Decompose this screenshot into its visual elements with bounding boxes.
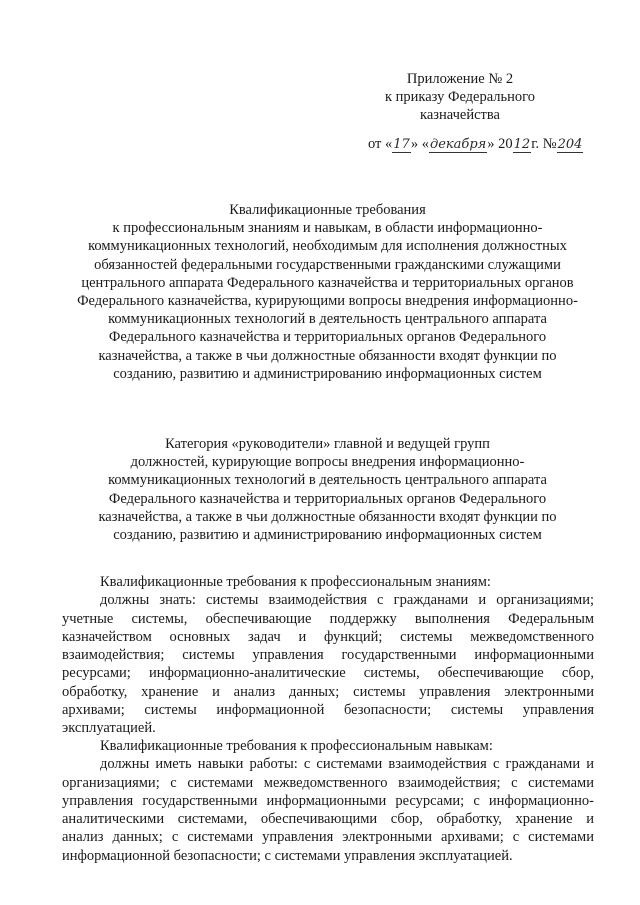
order-year-handwritten: 12 [513, 137, 531, 152]
knowledge-line: ресурсами; информационно-аналитические системы, обеспечивающие сбор, [62, 665, 594, 682]
skills-line: аналитическими системами, обеспечивающими сбор, обработку, хранение и [62, 811, 594, 828]
title-line: казначейства, а также в чьи должностные обязанности входят функции по [98, 347, 557, 364]
category-line: созданию, развитию и администрированию информационных систем [113, 527, 542, 544]
skills-line: информационной безопасности; с системами управления эксплуатацией. [62, 847, 513, 864]
title-line: Квалификационные требования [229, 202, 426, 218]
title-line: коммуникационных технологий в деятельность центрального аппарата [108, 311, 547, 328]
order-reference [368, 135, 583, 154]
category-line: Федерального казначейства и территориальных органов Федерального [108, 490, 547, 507]
order-no-prefix: г. № [531, 136, 557, 152]
category-block [50, 435, 605, 544]
title-line: созданию, развитию и администрированию информационных систем [113, 365, 542, 382]
knowledge-heading: Квалификационные требования к профессиональным знаниям: [100, 574, 491, 590]
annex-line: к приказу Федерального [384, 89, 536, 105]
knowledge-line: взаимодействия; системы управления государственными информационными [62, 647, 594, 664]
requirements-title-block [50, 201, 605, 383]
annex-header [360, 70, 560, 124]
order-year-prefix: » 20 [487, 136, 513, 152]
category-line: казначейства, а также в чьи должностные обязанности входят функции по [98, 508, 557, 525]
category-line: коммуникационных технологий в деятельность центрального аппарата [108, 472, 547, 489]
order-day-handwritten: 17 [393, 137, 410, 152]
title-line: к профессиональным знаниям и навыкам, в области информационно- [112, 220, 543, 237]
order-mid: » « [410, 136, 429, 152]
knowledge-line: должны знать: системы взаимодействия с гражданами и организациями; [100, 592, 594, 609]
skills-line: должны иметь навыки работы: с системами взаимодействия с гражданами и [100, 756, 594, 773]
title-line: обязанностей федеральными государственными гражданскими служащими [94, 256, 561, 273]
annex-line: казначейства [420, 107, 500, 123]
knowledge-line: обработку, хранение и анализ данных; системы управления электронными [62, 683, 594, 700]
category-line: должностей, курирующие вопросы внедрения информационно- [130, 454, 525, 471]
skills-heading: Квалификационные требования к профессиональным навыкам: [100, 738, 493, 754]
knowledge-line: архивами; системы информационной безопасности; системы управления [62, 702, 594, 719]
skills-requirements [62, 737, 594, 865]
skills-line: организациями; с системами межведомственного взаимодействия; с системами [62, 774, 594, 791]
skills-line: управления государственными информационными ресурсами; с информационно- [62, 792, 594, 809]
knowledge-line: учетные системы, обеспечивающие поддержку выполнения Федеральным [62, 610, 594, 627]
knowledge-line: эксплуатацией. [62, 720, 156, 737]
title-line: Федерального казначейства и территориальных органов Федерального [108, 329, 547, 346]
knowledge-requirements [62, 573, 594, 738]
order-prefix: от « [368, 136, 393, 152]
title-line: Федерального казначейства, курирующими вопросы внедрения информационно- [77, 293, 578, 310]
order-number-handwritten: 204 [557, 137, 583, 152]
title-line: центрального аппарата Федерального казначейства и территориальных органов [81, 274, 574, 291]
annex-line: Приложение № 2 [406, 71, 514, 87]
knowledge-line: казначейством основных задач и функций; системы межведомственного [62, 628, 594, 645]
category-line: Категория «руководители» главной и ведущей групп [165, 436, 490, 452]
order-month-handwritten: декабря [429, 137, 487, 152]
skills-line: анализ данных; с системами управления электронными архивами; с системами [62, 829, 594, 846]
title-line: коммуникационных технологий, необходимым для исполнения должностных [88, 238, 567, 255]
